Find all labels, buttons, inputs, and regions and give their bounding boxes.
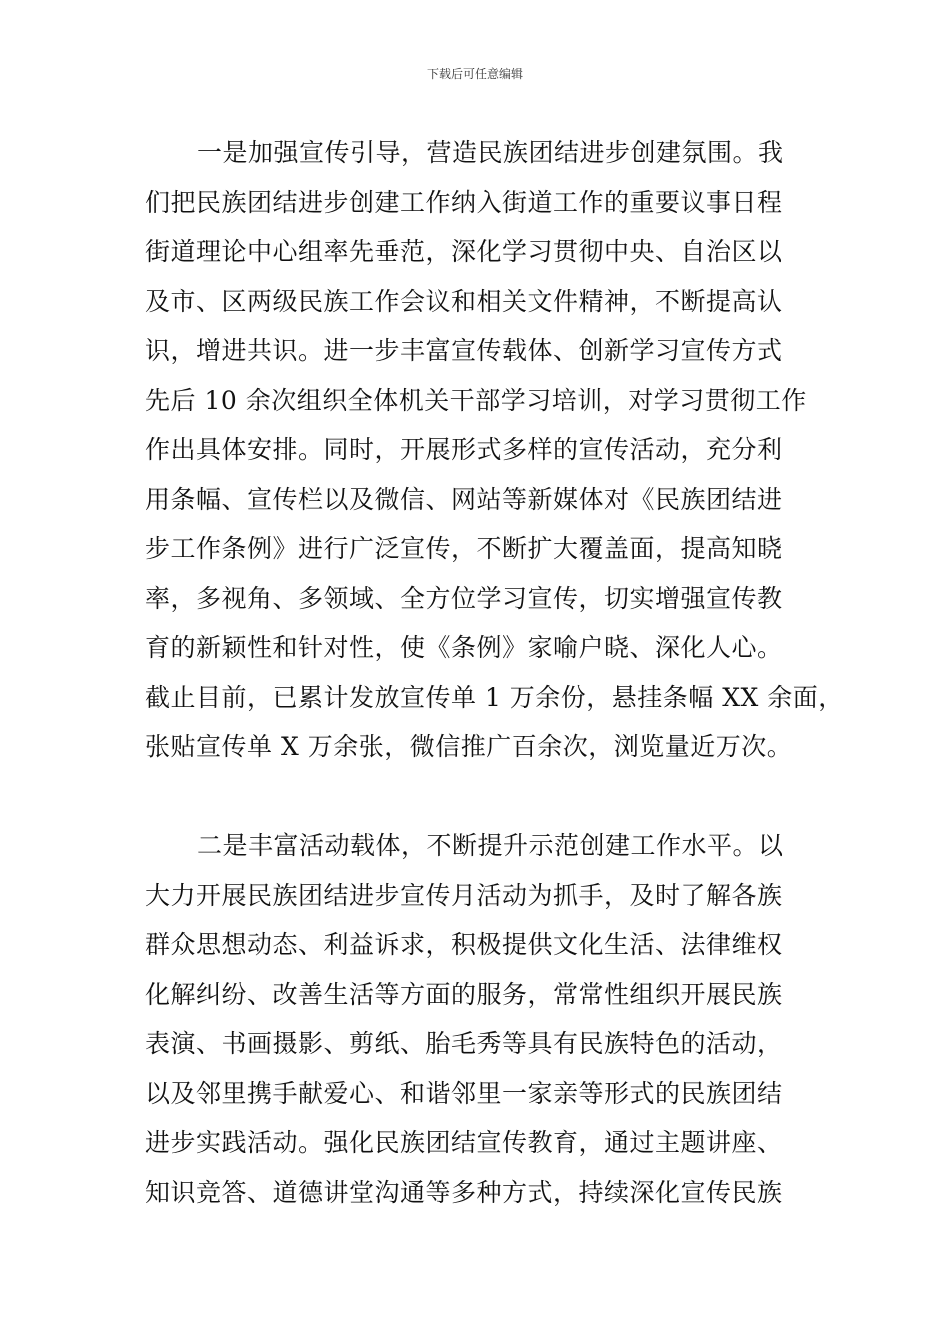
paragraph-line: 截止目前，已累计发放宣传单 1 万余份，悬挂条幅 XX 余面， xyxy=(145,682,844,712)
paragraph-line: 进步实践活动。强化民族团结宣传教育，通过主题讲座、 xyxy=(145,1128,783,1157)
paragraph-line: 们把民族团结进步创建工作纳入街道工作的重要议事日程 xyxy=(145,187,783,217)
paragraph-2 xyxy=(145,821,835,1217)
paragraph-line: 作出具体安排。同时，开展形式多样的宣传活动，充分利 xyxy=(145,435,783,464)
paragraph-line: 街道理论中心组率先垂范，深化学习贯彻中央、自治区以 xyxy=(145,237,783,266)
paragraph-line: 以及邻里携手献爱心、和谐邻里一家亲等形式的民族团结 xyxy=(145,1078,783,1108)
paragraph-line: 育的新颖性和针对性，使《条例》家喻户晓、深化人心。 xyxy=(145,633,783,662)
paragraph-line: 率，多视角、多领域、全方位学习宣传，切实增强宣传教 xyxy=(145,583,783,613)
paragraph-line: 先后 10 余次组织全体机关干部学习培训，对学习贯彻工作 xyxy=(145,385,807,415)
paragraph-line: 用条幅、宣传栏以及微信、网站等新媒体对《民族团结进 xyxy=(145,484,783,514)
paragraph-line: 二是丰富活动载体，不断提升示范创建工作水平。以 xyxy=(197,831,784,860)
paragraph-line: 张贴宣传单 X 万余张，微信推广百余次，浏览量近万次。 xyxy=(145,732,793,761)
paragraph-line: 知识竞答、道德讲堂沟通等多种方式，持续深化宣传民族 xyxy=(145,1177,783,1207)
paragraph-line: 一是加强宣传引导，营造民族团结进步创建氛围。我 xyxy=(197,138,784,167)
paragraph-line: 步工作条例》进行广泛宣传，不断扩大覆盖面，提高知晓 xyxy=(145,534,783,563)
page-header: 下载后可任意编辑 xyxy=(426,67,523,81)
paragraph-1 xyxy=(145,128,844,772)
paragraph-line: 群众思想动态、利益诉求，积极提供文化生活、法律维权 xyxy=(145,930,783,959)
paragraph-line: 识，增进共识。进一步丰富宣传载体、创新学习宣传方式 xyxy=(145,336,783,365)
paragraph-line: 大力开展民族团结进步宣传月活动为抓手，及时了解各族 xyxy=(145,880,783,910)
paragraph-line: 化解纠纷、改善生活等方面的服务，常常性组织开展民族 xyxy=(145,979,783,1009)
paragraph-line: 表演、书画摄影、剪纸、胎毛秀等具有民族特色的活动， xyxy=(145,1029,783,1058)
paragraph-line: 及市、区两级民族工作会议和相关文件精神，不断提高认 xyxy=(145,286,783,316)
